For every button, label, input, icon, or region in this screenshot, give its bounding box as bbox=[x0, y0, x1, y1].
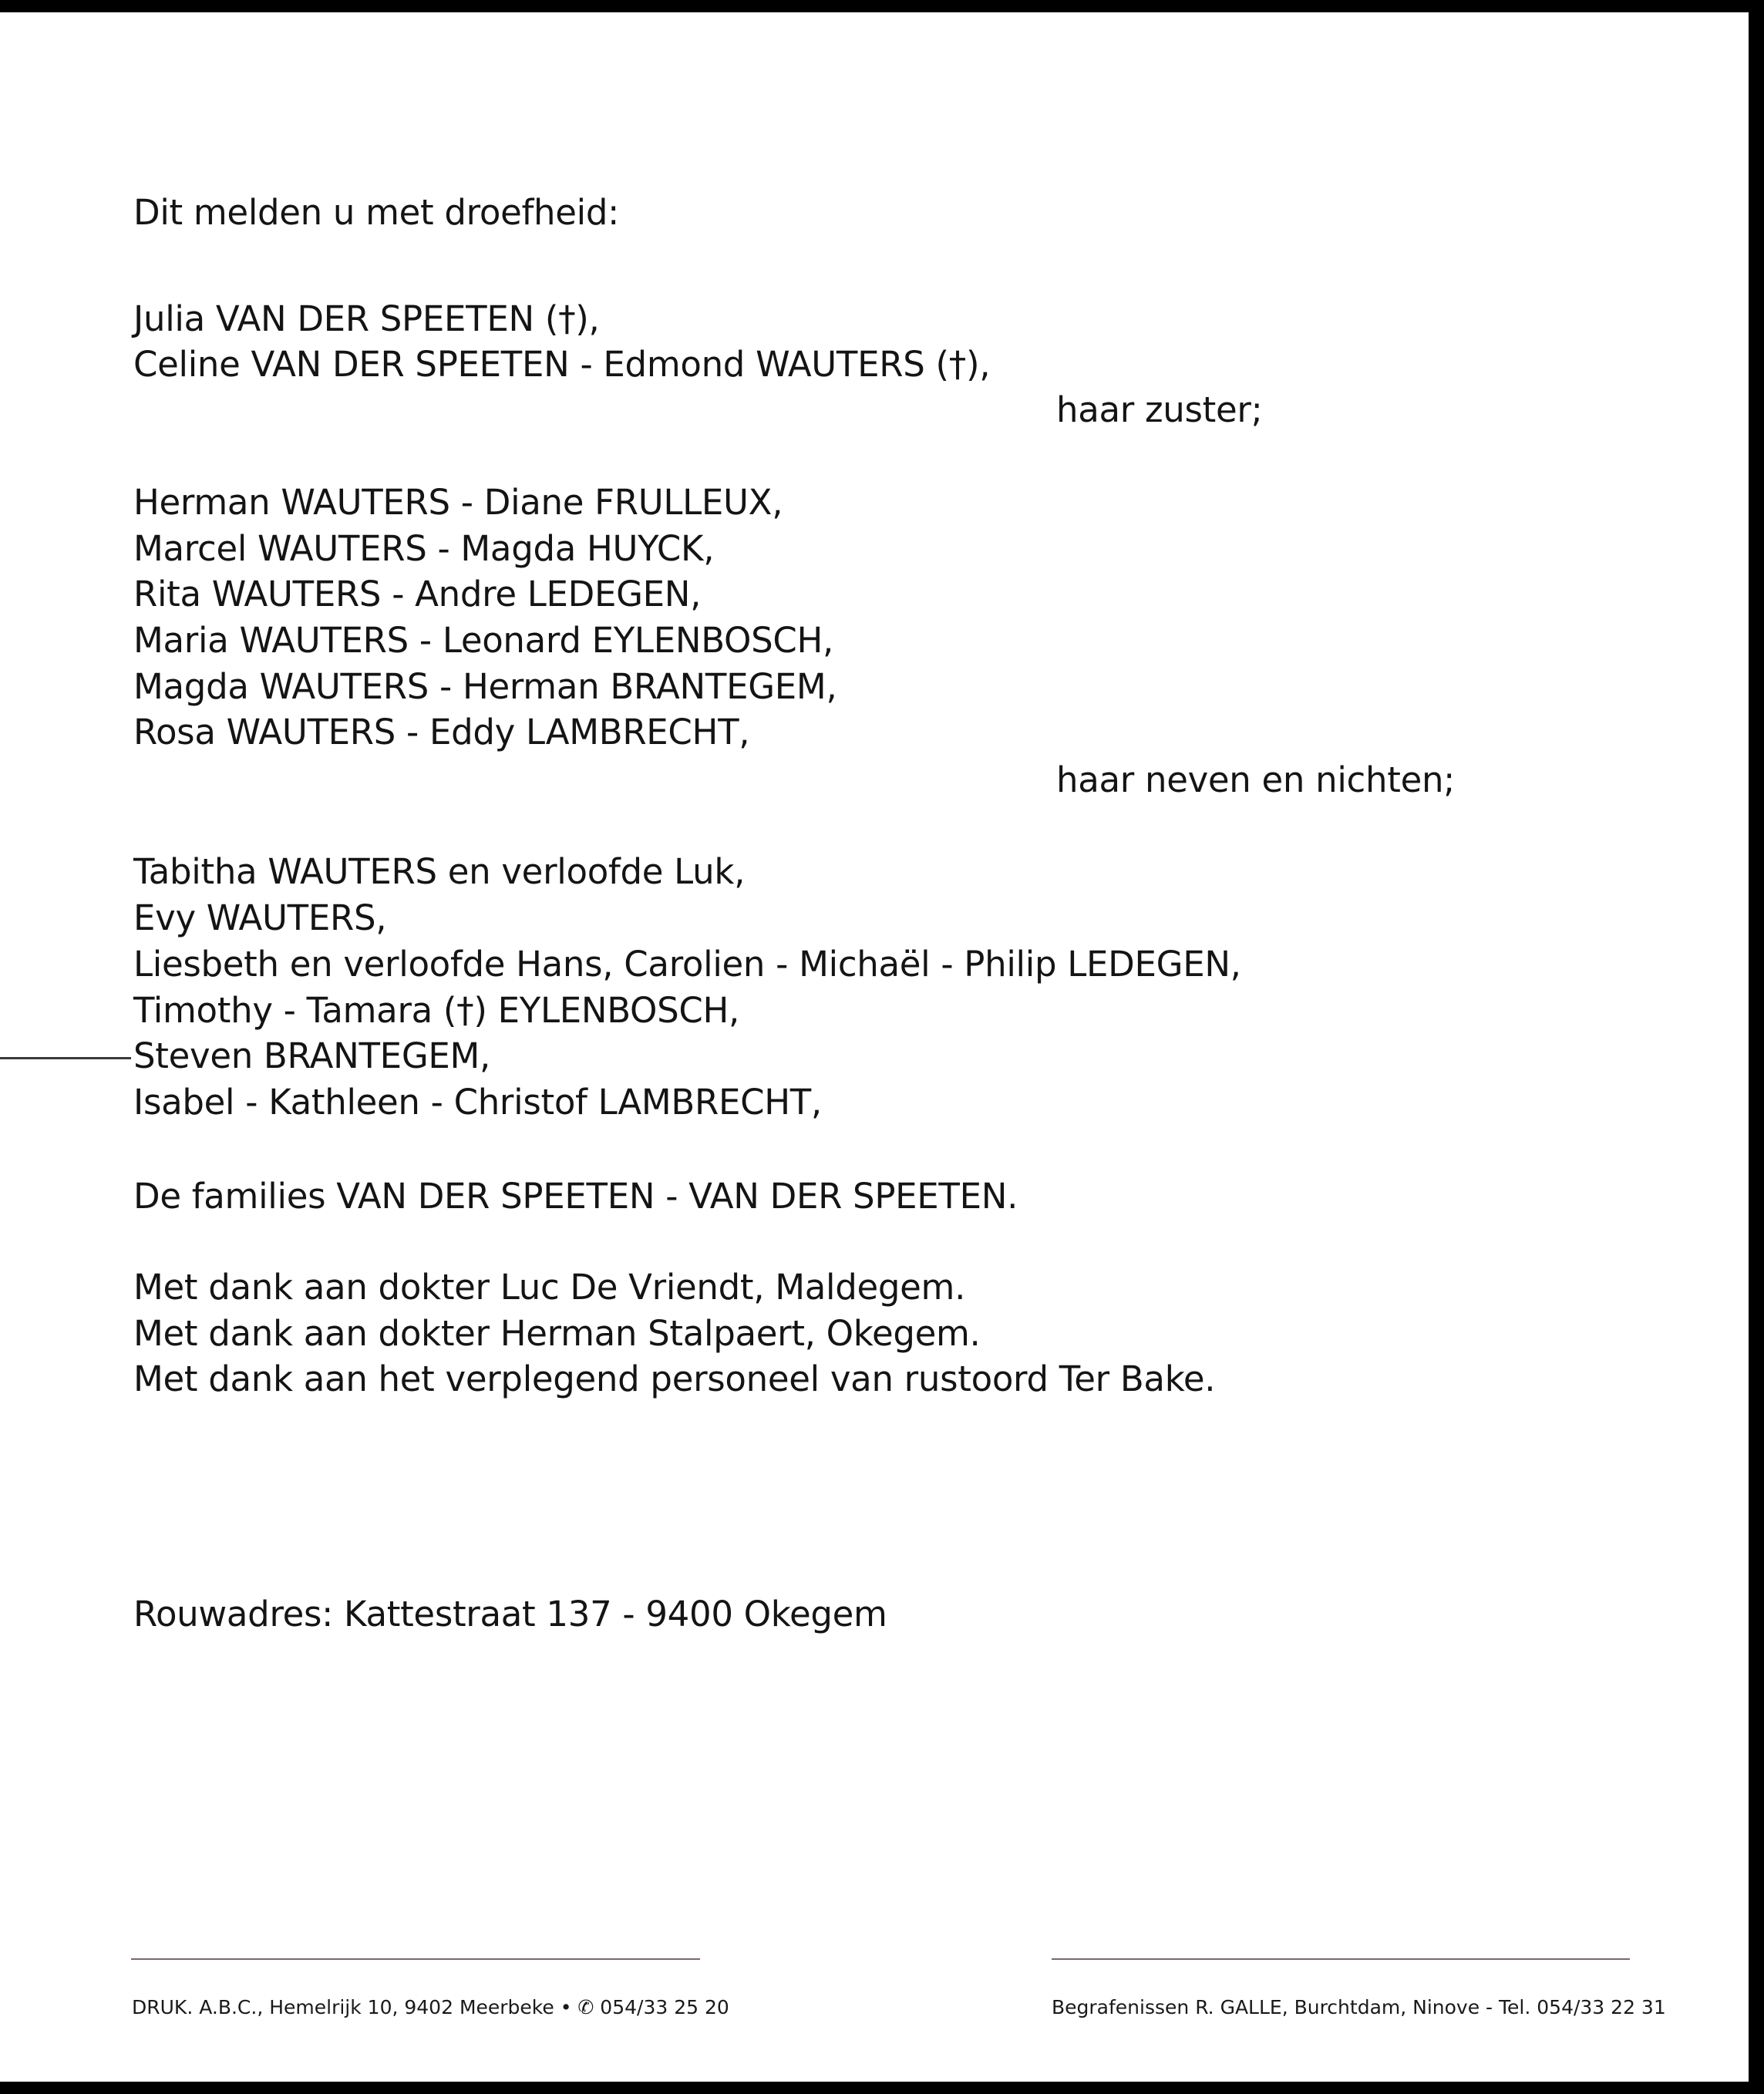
mourning-card-page bbox=[0, 12, 1749, 2082]
footer-rule-left bbox=[131, 1958, 700, 1960]
grandchild-line-5: Steven BRANTEGEM, bbox=[133, 1035, 491, 1076]
sister-line-1: Julia VAN DER SPEETEN (†), bbox=[133, 298, 600, 339]
grandchild-line-2: Evy WAUTERS, bbox=[133, 897, 387, 938]
thanks-line-3: Met dank aan het verplegend personeel van rustoord Ter Bake. bbox=[133, 1358, 1216, 1399]
families-line: De families VAN DER SPEETEN - VAN DER SPEETEN. bbox=[133, 1176, 1018, 1217]
cousin-line-6: Rosa WAUTERS - Eddy LAMBRECHT, bbox=[133, 712, 750, 752]
cousin-line-3: Rita WAUTERS - Andre LEDEGEN, bbox=[133, 574, 702, 614]
mourning-address: Rouwadres: Kattestraat 137 - 9400 Okegem bbox=[133, 1594, 887, 1634]
grandchild-line-3: Liesbeth en verloofde Hans, Carolien - Michaël - Philip LEDEGEN, bbox=[133, 944, 1241, 985]
grandchild-line-1: Tabitha WAUTERS en verloofde Luk, bbox=[133, 851, 746, 892]
sister-line-2: Celine VAN DER SPEETEN - Edmond WAUTERS (†), bbox=[133, 344, 991, 385]
grandchild-line-6: Isabel - Kathleen - Christof LAMBRECHT, bbox=[133, 1082, 822, 1123]
thanks-line-2: Met dank aan dokter Herman Stalpaert, Okegem. bbox=[133, 1313, 981, 1354]
intro-text: Dit melden u met droefheid: bbox=[133, 192, 619, 233]
relation-cousins: haar neven en nichten; bbox=[1056, 759, 1456, 800]
cousin-line-1: Herman WAUTERS - Diane FRULLEUX, bbox=[133, 482, 783, 523]
grandchild-line-4: Timothy - Tamara (†) EYLENBOSCH, bbox=[133, 990, 740, 1031]
footer-rule-right bbox=[1052, 1958, 1630, 1960]
relation-sisters: haar zuster; bbox=[1056, 389, 1263, 430]
printer-credit: DRUK. A.B.C., Hemelrijk 10, 9402 Meerbeke • ✆ 054/33 25 20 bbox=[132, 1996, 729, 2018]
thanks-line-1: Met dank aan dokter Luc De Vriendt, Maldegem. bbox=[133, 1267, 966, 1308]
funeral-home-credit: Begrafenissen R. GALLE, Burchtdam, Ninove - Tel. 054/33 22 31 bbox=[1052, 1996, 1666, 2018]
scan-mark-line bbox=[0, 1057, 131, 1059]
cousin-line-5: Magda WAUTERS - Herman BRANTEGEM, bbox=[133, 666, 837, 707]
cousin-line-4: Maria WAUTERS - Leonard EYLENBOSCH, bbox=[133, 620, 834, 661]
cousin-line-2: Marcel WAUTERS - Magda HUYCK, bbox=[133, 528, 715, 569]
